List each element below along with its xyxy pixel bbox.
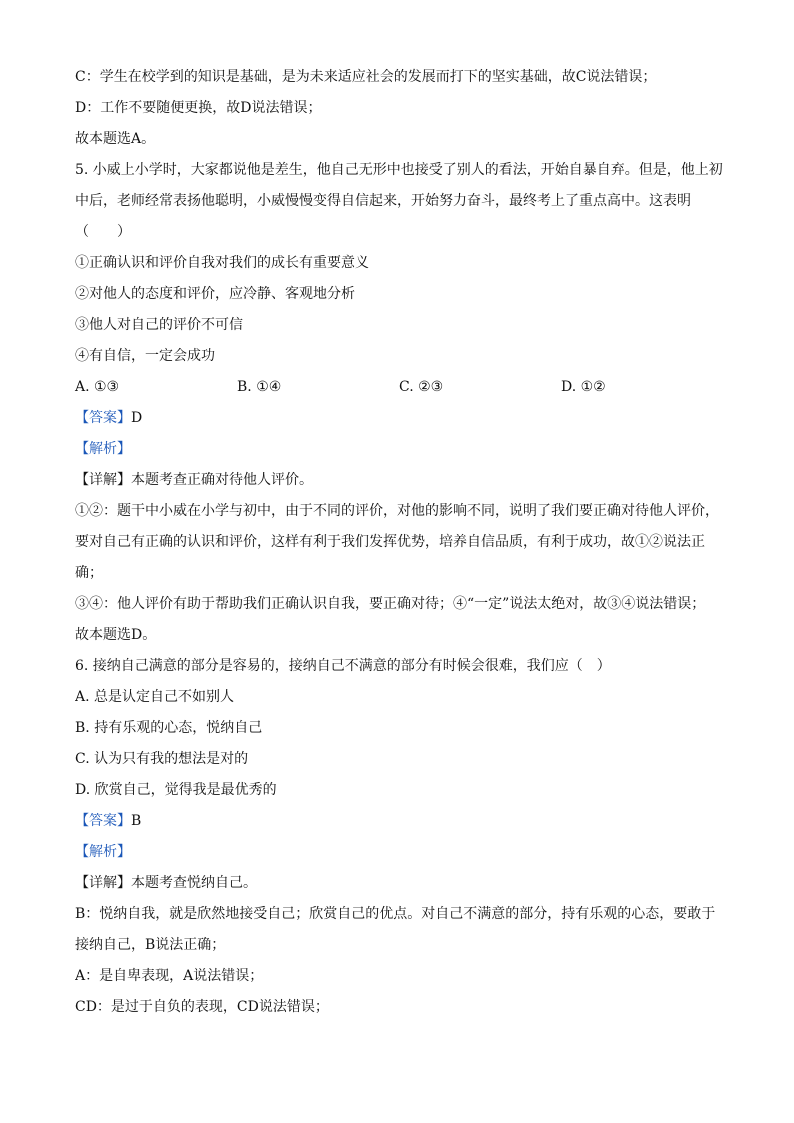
- q5-detail-text: 本题考查正确对待他人评价。: [131, 472, 313, 488]
- q5-options: [75, 372, 725, 403]
- q4-conclusion: 故本题选A。: [75, 131, 156, 147]
- q5-detail: [75, 465, 725, 496]
- q6-explain-line-4: CD：是过于自负的表现，CD说法错误；: [75, 999, 329, 1015]
- q5-explain-line-4: ③④：他人评价有助于帮助我们正确认识自我，要正确对待；④“一定”说法太绝对，故③④说法错误；: [75, 596, 706, 612]
- q6-option-b: B. 持有乐观的心态，悦纳自己: [75, 720, 263, 736]
- q5-stem-line-1: 5. 小威上小学时，大家都说他是差生，他自己无形中也接受了别人的看法，开始自暴自弃。但是，他上初: [75, 162, 723, 178]
- q5-explain-line-1: ①②：题干中小威在小学与初中，由于不同的评价，对他的影响不同，说明了我们要正确对待他人评价，: [75, 503, 719, 519]
- q4-c-analysis: C：学生在校学到的知识是基础，是为未来适应社会的发展而打下的坚实基础，故C说法错误；: [75, 69, 657, 85]
- q6-detail: [75, 868, 725, 899]
- q5-answer-tag: 【答案】: [75, 410, 131, 426]
- q5-statement-3: ③他人对自己的评价不可信: [75, 317, 243, 333]
- q5-statement-4: ④有自信，一定会成功: [75, 348, 215, 364]
- q5-option-c: C. ②③: [399, 379, 444, 395]
- q5-explain-line-2: 要对自己有正确的认识和评价，这样有利于我们发挥优势，培养自信品质，有利于成功，故①②说法正: [75, 534, 705, 550]
- q5-explain-line-3: 确；: [75, 565, 103, 581]
- q6-option-d: D. 欣赏自己，觉得我是最优秀的: [75, 782, 277, 798]
- q5-option-b: B. ①④: [237, 379, 282, 395]
- q5-statement-1: ①正确认识和评价自我对我们的成长有重要意义: [75, 255, 369, 271]
- q5-answer: [75, 403, 725, 434]
- q5-answer-value: D: [131, 410, 143, 426]
- q5-bracket: （ ）: [75, 224, 131, 240]
- document-page: [75, 62, 725, 1023]
- q6-answer-tag: 【答案】: [75, 813, 131, 829]
- q5-option-d: D. ①②: [561, 379, 606, 395]
- q6-analysis-header: [75, 837, 725, 868]
- q5-detail-tag: 【详解】: [75, 472, 131, 488]
- q6-explain-line-2: 接纳自己，B说法正确；: [75, 937, 226, 953]
- q6-option-c: C. 认为只有我的想法是对的: [75, 751, 249, 767]
- q6-analysis-tag: 【解析】: [75, 844, 131, 860]
- q6-answer-value: B: [131, 813, 142, 829]
- q6-detail-text: 本题考查悦纳自己。: [131, 875, 257, 891]
- q6-detail-tag: 【详解】: [75, 875, 131, 891]
- q6-answer: [75, 806, 725, 837]
- q5-conclusion: 故本题选D。: [75, 627, 157, 643]
- q6-option-a: A. 总是认定自己不如别人: [75, 689, 235, 705]
- q6-explain-line-1: B：悦纳自我，就是欣然地接受自己；欣赏自己的优点。对自己不满意的部分，持有乐观的心态，要敢于: [75, 906, 716, 922]
- q6-explain-line-3: A：是自卑表现，A说法错误；: [75, 968, 264, 984]
- q5-option-a: A. ①③: [75, 379, 120, 395]
- q5-stem-line-2: 中后，老师经常表扬他聪明，小威慢慢变得自信起来，开始努力奋斗，最终考上了重点高中。这表明: [75, 193, 691, 209]
- q5-analysis-tag: 【解析】: [75, 441, 131, 457]
- q5-statement-2: ②对他人的态度和评价，应冷静、客观地分析: [75, 286, 355, 302]
- q6-stem: 6. 接纳自己满意的部分是容易的，接纳自己不满意的部分有时候会很难，我们应（ ）: [75, 658, 611, 674]
- q4-d-analysis: D：工作不要随便更换，故D说法错误；: [75, 100, 322, 116]
- q5-analysis-header: [75, 434, 725, 465]
